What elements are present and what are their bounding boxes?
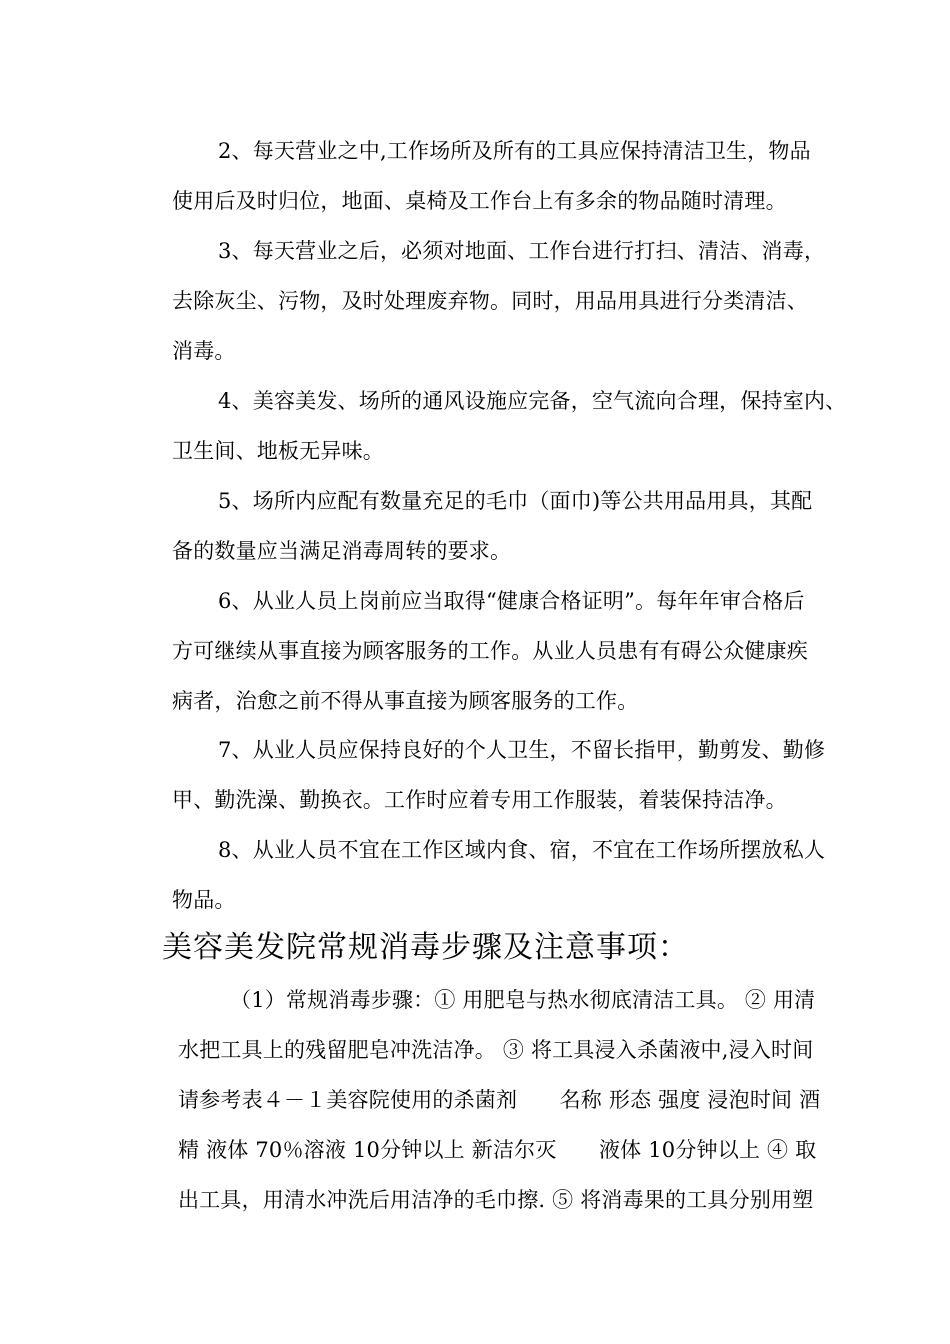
paragraph-4-line-1: 4、美容美发、场所的通风设施应完备，空气流向合理，保持室内、 [218,389,847,413]
section-heading: 美容美发院常规消毒步骤及注意事项： [162,930,689,965]
section-line-1: （1）常规消毒步骤：① 用肥皂与热水彻底清洁工具。 ② 用清 [230,988,816,1012]
section-line-5: 出工具，用清水冲洗后用洁净的毛巾擦. ⑤ 将消毒果的工具分别用塑 [178,1188,814,1212]
paragraph-6-line-3: 病者，治愈之前不得从事直接为顾客服务的工作。 [172,689,639,713]
section-line-2: 水把工具上的残留肥皂冲洗洁净。 ③ 将工具浸入杀菌液中,浸入时间 [178,1038,814,1062]
paragraph-3-line-1: 3、每天营业之后，必须对地面、工作台进行打扫、清洁、消毒， [218,239,826,263]
paragraph-2-line-1: 2、每天营业之中,工作场所及所有的工具应保持清洁卫生，物品 [218,139,811,163]
paragraph-3-line-3: 消毒。 [172,339,236,363]
paragraph-7-line-1: 7、从业人员应保持良好的个人卫生，不留长指甲，勤剪发、勤修 [218,738,826,762]
paragraph-5-line-2: 备的数量应当满足消毒周转的要求。 [172,539,512,563]
paragraph-4-line-2: 卫生间、地板无异味。 [172,439,384,463]
paragraph-7-line-2: 甲、勤洗澡、勤换衣。工作时应着专用工作服装，着装保持洁净。 [172,788,787,812]
paragraph-8-line-1: 8、从业人员不宜在工作区域内食、宿，不宜在工作场所摆放私人 [218,838,826,862]
section-line-3: 请参考表４－１美容院使用的杀菌剂 名称 形态 强度 浸泡时间 酒 [178,1088,821,1112]
paragraph-3-line-2: 去除灰尘、污物，及时处理废弃物。同时，用品用具进行分类清洁、 [172,289,808,313]
section-line-4: 精 液体 70％溶液 10分钟以上 新洁尔灭 液体 10分钟以上 ④ 取 [178,1138,817,1162]
paragraph-2-line-2: 使用后及时归位，地面、桌椅及工作台上有多余的物品随时清理。 [172,189,787,213]
paragraph-8-line-2: 物品。 [172,888,236,912]
paragraph-6-line-1: 6、从业人员上岗前应当取得“健康合格证明”。每年年审合格后 [218,589,805,613]
paragraph-5-line-1: 5、场所内应配有数量充足的毛巾（面巾)等公共用品用具，其配 [218,489,813,513]
paragraph-6-line-2: 方可继续从事直接为顾客服务的工作。从业人员患有有碍公众健康疾 [172,639,808,663]
